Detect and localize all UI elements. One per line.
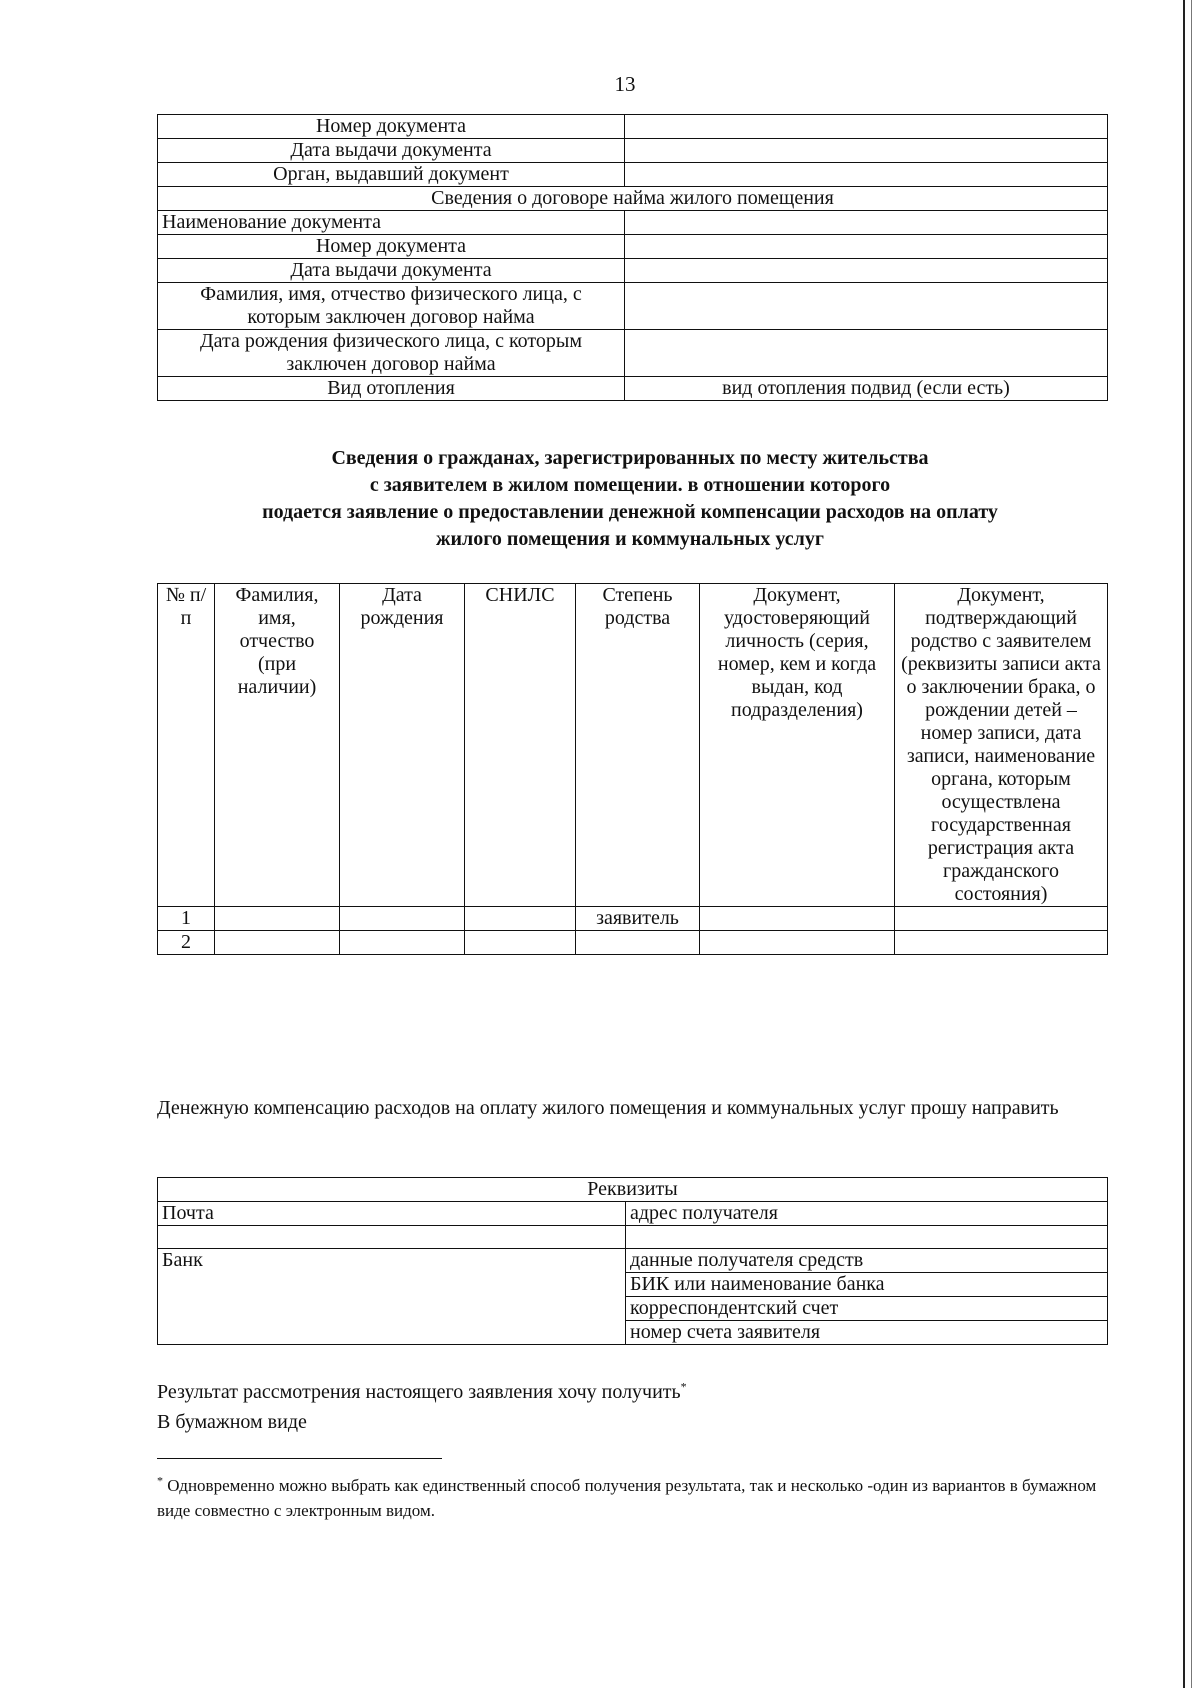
cell-fio[interactable] (215, 931, 340, 955)
table-row (158, 235, 1108, 259)
page-number: 13 (614, 72, 636, 96)
cell-num: 1 (158, 907, 215, 931)
cell-id-doc[interactable] (700, 907, 895, 931)
header-relation: Степень родства (576, 584, 700, 907)
cell-fio[interactable] (215, 907, 340, 931)
footnote-text: Одновременно можно выбрать как единственный способ получения результата, так и несколько -один из вариантов в бумажном виде совместно с электронным видом. (157, 1476, 1097, 1520)
title-line: Сведения о гражданах, зарегистрированных по месту жительства (331, 447, 929, 469)
cell-dob[interactable] (340, 907, 465, 931)
row-label: Орган, выдавший документ (158, 163, 625, 187)
row-label: Номер документа (158, 115, 625, 139)
row-label: Дата рождения физического лица, с которым заключен договор найма (158, 330, 625, 377)
row-value[interactable] (625, 163, 1108, 187)
requisites-header: Реквизиты (158, 1178, 1108, 1202)
table-row (158, 211, 1108, 235)
row-value[interactable] (625, 139, 1108, 163)
post-label: Почта (158, 1202, 626, 1226)
footnote (157, 1473, 1117, 1523)
header-row (158, 1178, 1108, 1202)
cell-num: 2 (158, 931, 215, 955)
row-value[interactable] (625, 283, 1108, 330)
row-label: Дата выдачи документа (158, 139, 625, 163)
header-rel-doc: Документ, подтверждающий родство с заявителем (реквизиты записи акта о заключении брака, о рождении детей – номер записи, дата записи, наименование органа, которым осуществлена государственная регистрация акта гражданского состояния) (895, 584, 1108, 907)
empty-cell[interactable] (626, 1226, 1108, 1249)
title-line: с заявителем в жилом помещении. в отношении которого (369, 474, 891, 496)
table-row (158, 163, 1108, 187)
table-row (158, 330, 1108, 377)
cell-snils[interactable] (465, 931, 576, 955)
page-edge-line (1191, 0, 1192, 1688)
bank-value[interactable]: данные получателя средств (626, 1249, 1108, 1273)
table-row (158, 1226, 1108, 1249)
contract-section-header: Сведения о договоре найма жилого помещения (158, 187, 1108, 211)
result-section (157, 1377, 1117, 1437)
result-line (157, 1377, 1117, 1407)
header-fio: Фамилия, имя, отчество (при наличии) (215, 584, 340, 907)
cell-relation[interactable] (576, 931, 700, 955)
row-label: Номер документа (158, 235, 625, 259)
requisites-table (157, 1177, 1108, 1345)
row-value[interactable] (625, 259, 1108, 283)
row-label: Дата выдачи документа (158, 259, 625, 283)
bank-value[interactable]: БИК или наименование банка (626, 1273, 1108, 1297)
bank-value[interactable]: корреспондентский счет (626, 1297, 1108, 1321)
header-snils: СНИЛС (465, 584, 576, 907)
table-row (158, 1249, 1108, 1273)
row-value[interactable] (625, 115, 1108, 139)
heating-type-value[interactable]: вид отопления подвид (если есть) (625, 377, 1108, 401)
table-row (158, 1202, 1108, 1226)
header-num: № п/п (158, 584, 215, 907)
table-row (158, 139, 1108, 163)
header-row (158, 584, 1108, 907)
title-line: жилого помещения и коммунальных услуг (436, 528, 824, 550)
row-label: Наименование документа (158, 211, 625, 235)
footnote-marker: * (680, 1379, 687, 1394)
table-row (158, 115, 1108, 139)
result-option[interactable]: В бумажном виде (157, 1411, 307, 1433)
cell-id-doc[interactable] (700, 931, 895, 955)
row-value[interactable] (625, 211, 1108, 235)
footnote-marker: * (157, 1473, 163, 1488)
row-value[interactable] (625, 235, 1108, 259)
table-row (158, 931, 1108, 955)
cell-rel-doc[interactable] (895, 931, 1108, 955)
compensation-text: Денежную компенсацию расходов на оплату жилого помещения и коммунальных услуг прошу направить (157, 1097, 1059, 1119)
row-label: Фамилия, имя, отчество физического лица, с которым заключен договор найма (158, 283, 625, 330)
table-row (158, 377, 1108, 401)
citizens-table (157, 583, 1108, 955)
cell-rel-doc[interactable] (895, 907, 1108, 931)
post-value[interactable]: адрес получателя (626, 1202, 1108, 1226)
document-info-table (157, 114, 1108, 401)
header-dob: Дата рождения (340, 584, 465, 907)
table-row (158, 259, 1108, 283)
result-text: Результат рассмотрения настоящего заявления хочу получить (157, 1381, 681, 1403)
title-line: подается заявление о предоставлении денежной компенсации расходов на оплату (262, 501, 998, 523)
section-header-row (158, 187, 1108, 211)
page-edge-line (1183, 0, 1185, 1688)
cell-snils[interactable] (465, 907, 576, 931)
row-value[interactable] (625, 330, 1108, 377)
empty-cell (158, 1226, 626, 1249)
citizens-section-title (150, 445, 1110, 553)
row-label: Вид отопления (158, 377, 625, 401)
bank-value[interactable]: номер счета заявителя (626, 1321, 1108, 1345)
table-row (158, 283, 1108, 330)
bank-label: Банк (158, 1249, 626, 1345)
cell-relation[interactable]: заявитель (576, 907, 700, 931)
header-id-doc: Документ, удостоверяющий личность (серия, номер, кем и когда выдан, код подразделения) (700, 584, 895, 907)
cell-dob[interactable] (340, 931, 465, 955)
table-row (158, 907, 1108, 931)
footnote-divider (157, 1458, 442, 1459)
